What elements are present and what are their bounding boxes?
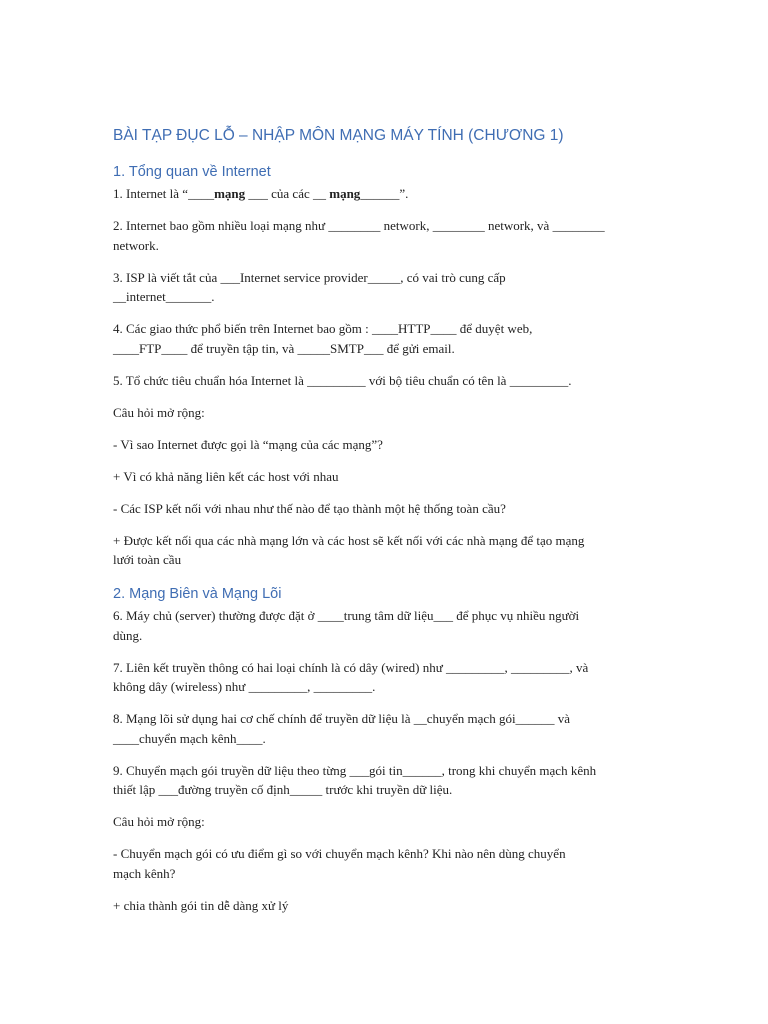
- item-text-bold: mạng: [329, 186, 361, 201]
- exercise-item-9: 9. Chuyển mạch gói truyền dữ liệu theo từng ___gói tin______, trong khi chuyển mạch kênh thiết lập ___đường truyền cố định_____ trước khi truyền dữ liệu.: [113, 762, 597, 797]
- exercise-item-1: [113, 184, 673, 204]
- extension-questions-label: Câu hỏi mở rộng:: [113, 404, 205, 420]
- document-body: [113, 124, 673, 928]
- exercise-item-2: 2. Internet bao gồm nhiều loại mạng như ________ network, ________ network, và ________ network.: [113, 218, 605, 253]
- section-heading: 2. Mạng Biên và Mạng Lõi: [113, 586, 282, 602]
- extension-answer: + Được kết nối qua các nhà mạng lớn và các host sẽ kết nối với các nhà mạng để tạo mạng lưới toàn cầu: [113, 532, 585, 567]
- item-text: 1. Internet là “____: [113, 186, 215, 201]
- section-heading: 1. Tổng quan về Internet: [113, 164, 271, 180]
- item-text-bold: mạng: [214, 186, 246, 201]
- section-edge-and-core: [113, 582, 673, 915]
- item-text: ______”.: [360, 186, 409, 201]
- exercise-item-5: 5. Tổ chức tiêu chuẩn hóa Internet là _________ với bộ tiêu chuẩn có tên là _________.: [113, 372, 572, 388]
- document-title: BÀI TẠP ĐỤC LỖ – NHẬP MÔN MẠNG MÁY TÍNH (CHƯƠNG 1): [113, 127, 564, 144]
- exercise-item-4: 4. Các giao thức phổ biến trên Internet bao gồm : ____HTTP____ để duyệt web, ____FTP____ để truyền tập tin, và _____SMTP___ để gửi email.: [113, 321, 533, 356]
- extension-questions-label: Câu hỏi mở rộng:: [113, 814, 205, 829]
- extension-answer: + Vì có khả năng liên kết các host với nhau: [113, 468, 339, 484]
- exercise-item-3: 3. ISP là viết tắt của ___Internet service provider_____, có vai trò cung cấp __internet_______.: [113, 269, 506, 304]
- section-internet-overview: [113, 160, 673, 570]
- item-text: ___ của các __: [245, 186, 330, 201]
- extension-question: - Các ISP kết nối với nhau như thế nào để tạo thành một hệ thống toàn cầu?: [113, 500, 506, 516]
- exercise-item-8: 8. Mạng lõi sử dụng hai cơ chế chính để truyền dữ liệu là __chuyển mạch gói______ và ____chuyển mạch kênh____.: [113, 711, 571, 746]
- extension-question: - Chuyển mạch gói có ưu điểm gì so với chuyển mạch kênh? Khi nào nên dùng chuyển mạch kênh?: [113, 846, 566, 881]
- exercise-item-6: 6. Máy chủ (server) thường được đặt ở ____trung tâm dữ liệu___ để phục vụ nhiều người dùng.: [113, 608, 580, 643]
- exercise-item-7: 7. Liên kết truyền thông có hai loại chính là có dây (wired) như _________, _________, và không dây (wireless) như _________, _________.: [113, 659, 589, 694]
- extension-answer: + chia thành gói tin dễ dàng xử lý: [113, 897, 289, 913]
- extension-question: - Vì sao Internet được gọi là “mạng của các mạng”?: [113, 436, 383, 452]
